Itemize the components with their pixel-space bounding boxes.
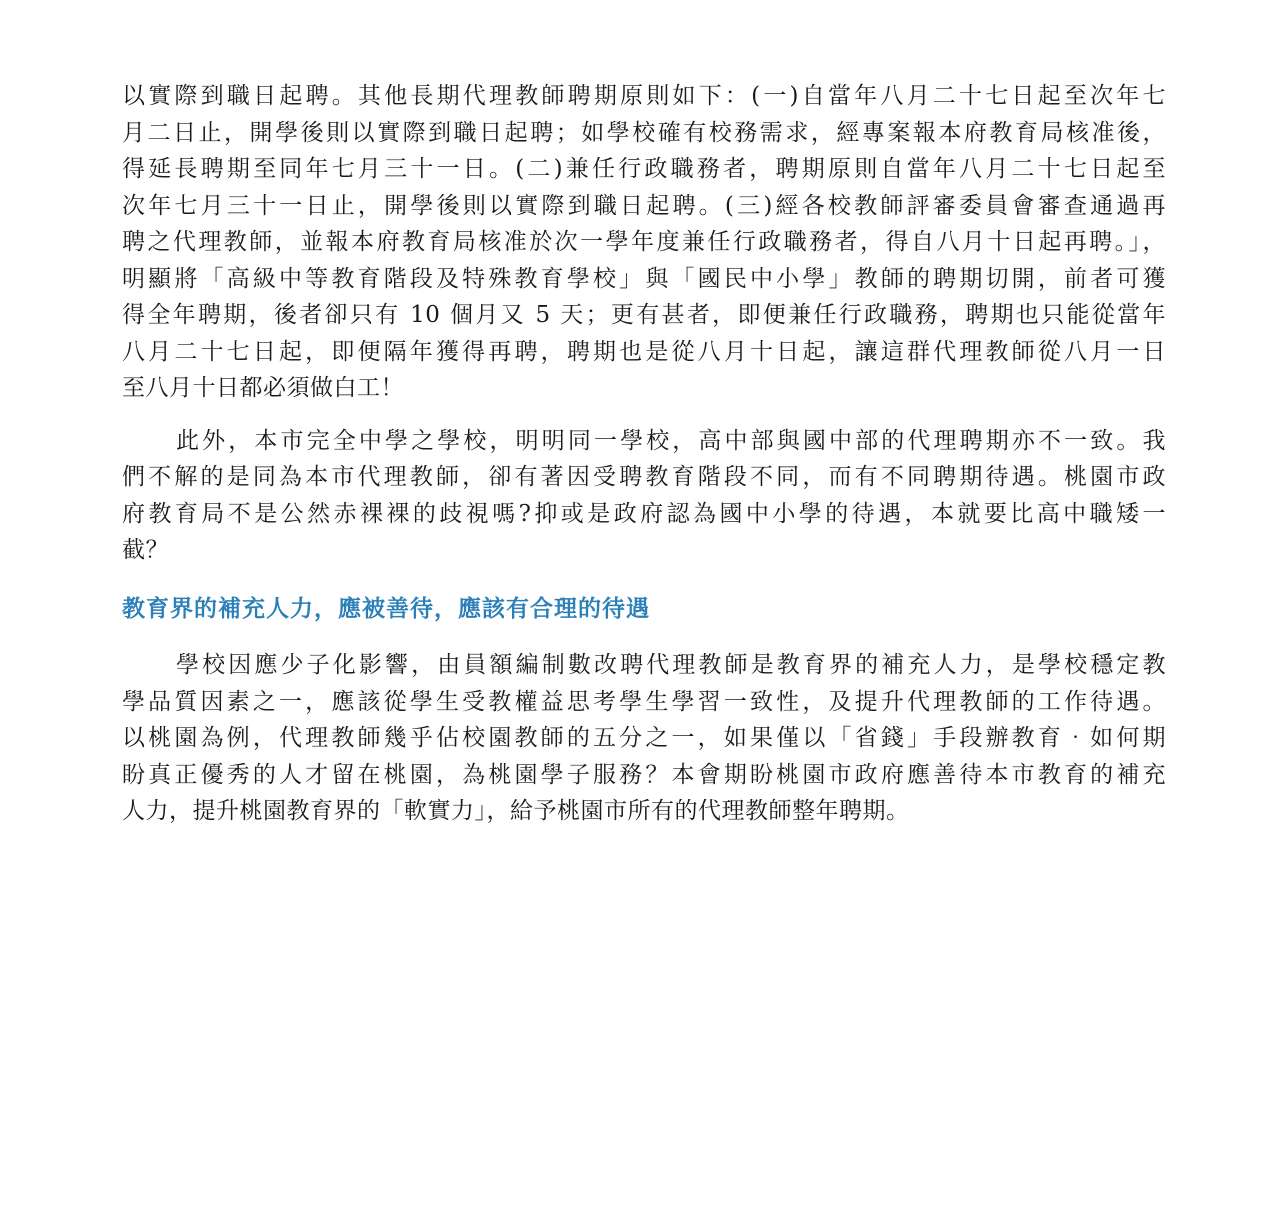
text-line: 至八月十日都必須做白工！ (122, 375, 404, 401)
document-page (122, 78, 1166, 830)
text-line: 學品質因素之一，應該從學生受教權益思考學生學習一致性，及提升代理教師的工作待遇。 (122, 688, 1166, 715)
text-line: 以實際到職日起聘。其他長期代理教師聘期原則如下：(一)自當年八月二十七日起至次年七 (122, 83, 1166, 109)
section-heading: 教育界的補充人力，應被善待，應該有合理的待遇 (122, 594, 650, 622)
text-line: 盼真正優秀的人才留在桃園，為桃園學子服務？本會期盼桃園市政府應善待本市教育的補充 (122, 761, 1166, 788)
text-line: 以桃園為例，代理教師幾乎佔校園教師的五分之一，如果僅以「省錢」手段辦教育‧如何期 (122, 725, 1166, 751)
text-line: 月二日止，開學後則以實際到職日起聘；如學校確有校務需求，經專案報本府教育局核准後， (122, 119, 1166, 146)
paragraph-supplementary-manpower (122, 647, 1166, 830)
text-line: 截？ (122, 537, 169, 563)
text-line: 學校因應少子化影響，由員額編制數改聘代理教師是教育界的補充人力，是學校穩定教 (176, 652, 1166, 678)
text-line: 次年七月三十一日止，開學後則以實際到職日起聘。(三)經各校教師評審委員會審查通過再 (122, 192, 1166, 219)
text-line: 人力，提升桃園教育界的「軟實力」，給予桃園市所有的代理教師整年聘期。 (122, 798, 910, 824)
text-line: 明顯將「高級中等教育階段及特殊教育學校」與「國民中小學」教師的聘期切開，前者可獲 (122, 265, 1166, 292)
paragraph-complete-high-school (122, 423, 1166, 569)
text-line: 八月二十七日起，即便隔年獲得再聘，聘期也是從八月十日起，讓這群代理教師從八月一日 (122, 338, 1166, 365)
text-line: 此外，本市完全中學之學校，明明同一學校，高中部與國中部的代理聘期亦不一致。我 (176, 427, 1166, 454)
text-line: 得延長聘期至同年七月三十一日。(二)兼任行政職務者，聘期原則自當年八月二十七日起至 (122, 156, 1166, 182)
text-line: 聘之代理教師，並報本府教育局核准於次一學年度兼任行政職務者，得自八月十日起再聘。」， (122, 229, 1166, 255)
text-line: 得全年聘期，後者卻只有 10 個月又 5 天；更有甚者，即便兼任行政職務，聘期也只能從當年 (122, 302, 1166, 328)
paragraph-hiring-period-rules (122, 78, 1166, 407)
text-line: 府教育局不是公然赤裸裸的歧視嗎?抑或是政府認為國中小學的待遇，本就要比高中職矮一 (122, 500, 1166, 527)
text-line: 們不解的是同為本市代理教師，卻有著因受聘教育階段不同，而有不同聘期待遇。桃園市政 (122, 464, 1166, 490)
